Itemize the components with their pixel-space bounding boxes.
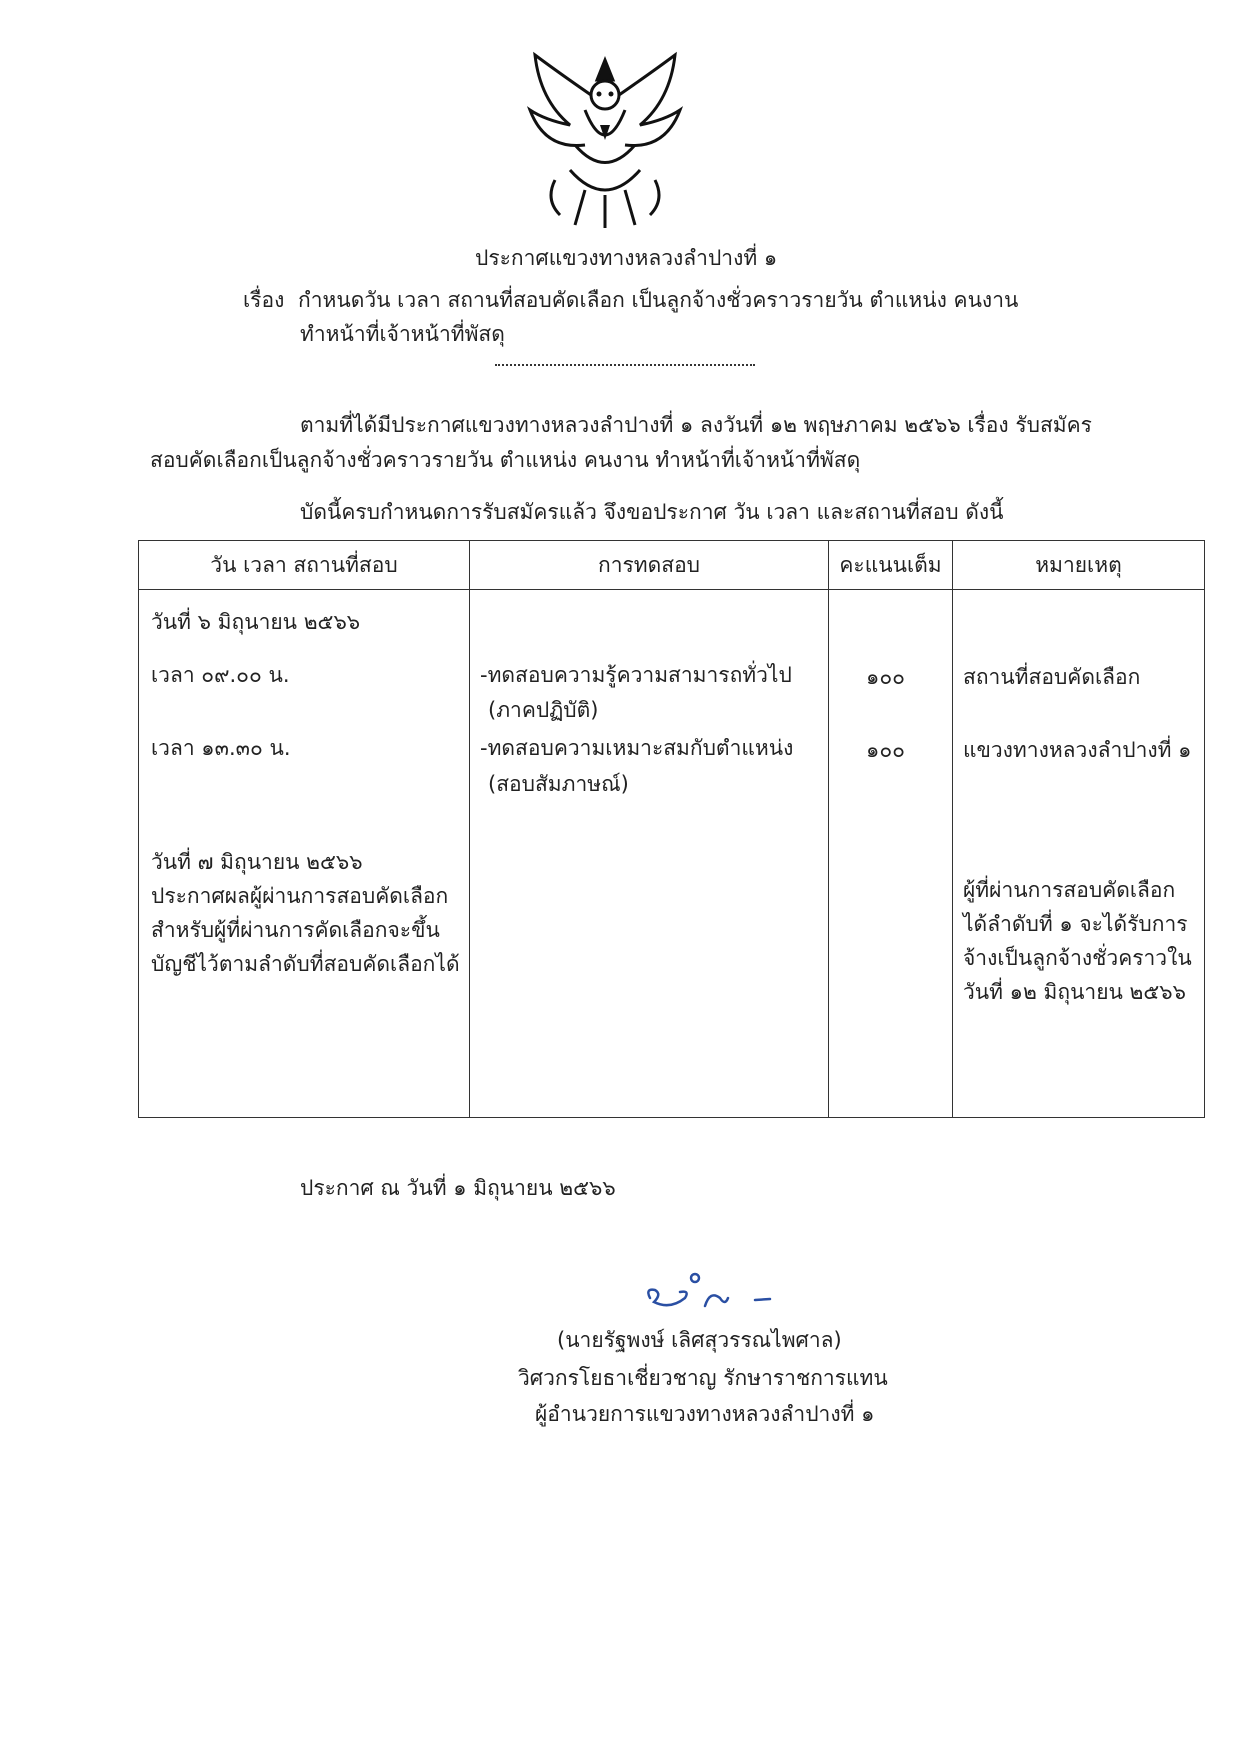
signatory-name: (นายรัฐพงษ์ เลิศสุวรรณไพศาล): [557, 1328, 842, 1352]
test-2-line-1: -ทดสอบความเหมาะสมกับตำแหน่ง: [480, 736, 794, 760]
note-line-4: วันที่ ๑๒ มิถุนายน ๒๕๖๖: [963, 980, 1186, 1004]
header-remarks: หมายเหตุ: [953, 541, 1205, 590]
cell-test: [470, 590, 829, 1118]
document-title: ประกาศแขวงทางหลวงลำปางที่ ๑: [475, 246, 778, 270]
signatory-office: ผู้อำนวยการแขวงทางหลวงลำปางที่ ๑: [535, 1402, 875, 1426]
result-line-3: บัญชีไว้ตามลำดับที่สอบคัดเลือกได้: [151, 952, 460, 976]
note-line-2: ได้ลำดับที่ ๑ จะได้รับการ: [963, 912, 1188, 936]
subject-label: เรื่อง: [243, 288, 285, 312]
header-date-time-place: วัน เวลา สถานที่สอบ: [139, 541, 470, 590]
result-line-1: ประกาศผลผู้ผ่านการสอบคัดเลือก: [151, 884, 449, 908]
signatory-title: วิศวกรโยธาเชี่ยวชาญ รักษาราชการแทน: [518, 1366, 888, 1390]
score-2: ๑๐๐: [866, 738, 905, 762]
header-test: การทดสอบ: [470, 541, 829, 590]
cell-date-time-place: [139, 590, 470, 1118]
paragraph-1-line-2: สอบคัดเลือกเป็นลูกจ้างชั่วคราวรายวัน ตำแหน่ง คนงาน ทำหน้าที่เจ้าหน้าที่พัสดุ: [150, 448, 861, 472]
note-line-1: ผู้ที่ผ่านการสอบคัดเลือก: [963, 878, 1176, 902]
cell-full-score: [829, 590, 953, 1118]
exam-date: วันที่ ๖ มิถุนายน ๒๕๖๖: [151, 610, 361, 634]
garuda-emblem: [515, 50, 695, 230]
table-header-row: [139, 541, 1205, 590]
test-2-line-2: (สอบสัมภาษณ์): [488, 772, 629, 796]
test-1-line-1: -ทดสอบความรู้ความสามารถทั่วไป: [480, 663, 792, 687]
cell-remarks: [953, 590, 1205, 1118]
header-full-score: คะแนนเต็ม: [829, 541, 953, 590]
score-1: ๑๐๐: [866, 665, 905, 689]
exam-time-morning: เวลา ๐๙.๐๐ น.: [151, 663, 290, 687]
result-line-2: สำหรับผู้ที่ผ่านการคัดเลือกจะขึ้น: [151, 918, 440, 942]
test-1-line-2: (ภาคปฏิบัติ): [488, 698, 599, 722]
place-line-2: แขวงทางหลวงลำปางที่ ๑: [963, 738, 1192, 762]
subject-line-2: ทำหน้าที่เจ้าหน้าที่พัสดุ: [300, 322, 505, 346]
paragraph-1-line-1: ตามที่ได้มีประกาศแขวงทางหลวงลำปางที่ ๑ ลงวันที่ ๑๒ พฤษภาคม ๒๕๖๖ เรื่อง รับสมัคร: [300, 413, 1092, 437]
paragraph-2: บัดนี้ครบกำหนดการรับสมัครแล้ว จึงขอประกาศ วัน เวลา และสถานที่สอบ ดังนี้: [300, 500, 1004, 524]
announcement-date: ประกาศ ณ วันที่ ๑ มิถุนายน ๒๕๖๖: [300, 1176, 616, 1200]
note-line-3: จ้างเป็นลูกจ้างชั่วคราวใน: [963, 946, 1192, 970]
exam-schedule-table: [138, 540, 1205, 1118]
table-row: [139, 590, 1205, 1118]
exam-time-afternoon: เวลา ๑๓.๓๐ น.: [151, 736, 291, 760]
place-line-1: สถานที่สอบคัดเลือก: [963, 665, 1141, 689]
subject-line-1: กำหนดวัน เวลา สถานที่สอบคัดเลือก เป็นลูกจ้างชั่วคราวรายวัน ตำแหน่ง คนงาน: [298, 288, 1019, 312]
separator-dots: [495, 364, 755, 366]
signature-image: [640, 1268, 800, 1318]
result-date: วันที่ ๗ มิถุนายน ๒๕๖๖: [151, 850, 363, 874]
